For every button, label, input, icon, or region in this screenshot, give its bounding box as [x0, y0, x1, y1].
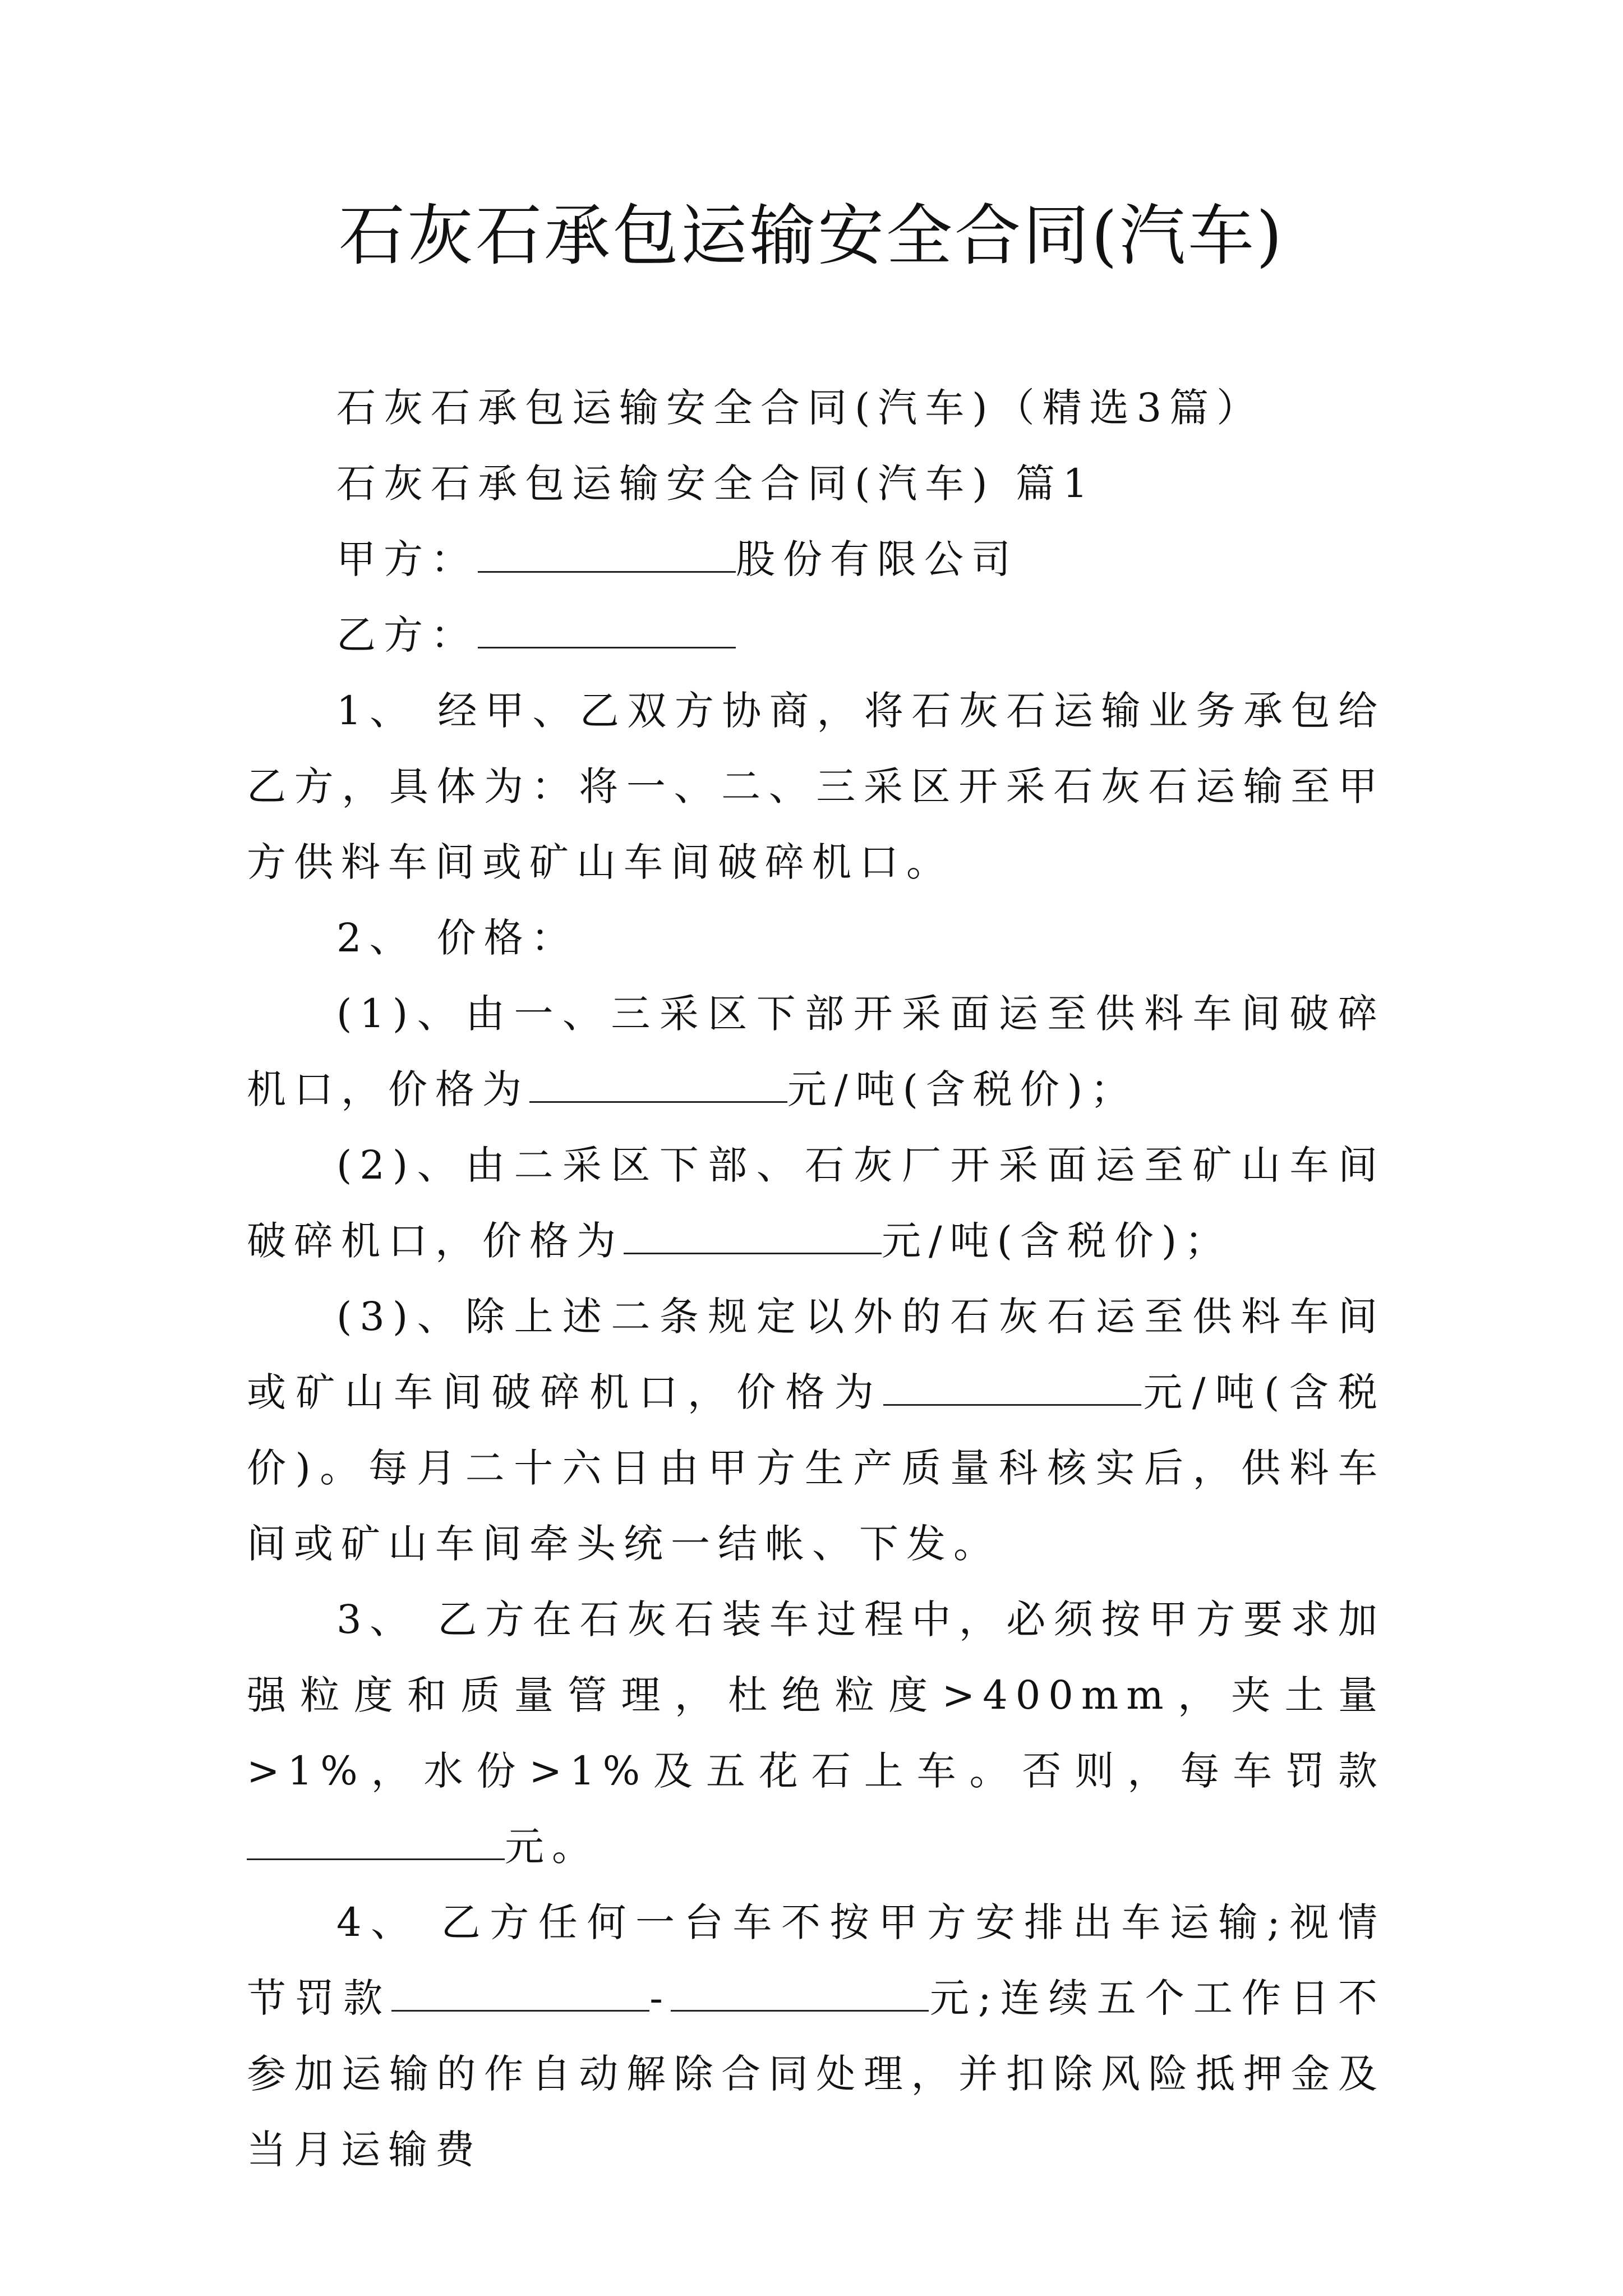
clause-text: 4、 乙方任何一台车不按甲方安排出车运输;视情节罚款	[247, 1899, 1385, 2021]
clause-text: 3、 乙方在石灰石装车过程中，必须按甲方要求加强粒度和质量管理，杜绝粒度>400mm，夹土量>1%，水份>1%及五花石上车。否则，每车罚款	[247, 1596, 1385, 1794]
clause-text: (2)、由二采区下部、石灰厂开采面运至矿山车间破碎机口，价格为	[247, 1142, 1385, 1264]
clause-3	[247, 1582, 1385, 1885]
clause-text: 元/吨(含税价)。每月二十六日由甲方生产质量科核实后，供料车间或矿山车间牵头统一结帐、下发。	[247, 1369, 1385, 1567]
fill-blank	[391, 1975, 649, 2012]
party-a-line	[247, 522, 1385, 597]
party-b-label: 乙方：	[336, 612, 478, 658]
range-dash: -	[649, 1975, 671, 2021]
fill-blank	[883, 1369, 1141, 1406]
document-title: 石灰石承包运输安全合同(汽车)	[338, 197, 1285, 274]
party-a-label: 甲方：	[336, 536, 478, 582]
clause-1: 1、 经甲、乙双方协商，将石灰石运输业务承包给乙方，具体为：将一、二、三采区开采石灰石运输至甲方供料车间或矿山车间破碎机口。	[247, 688, 1385, 885]
section-heading: 石灰石承包运输安全合同(汽车) 篇1	[336, 461, 1096, 507]
party-a-suffix: 股份有限公司	[736, 536, 1018, 582]
clause-text: (1)、由一、三采区下部开采面运至供料车间破碎机口，价格为	[247, 991, 1385, 1112]
clause-2-1	[247, 976, 1385, 1128]
subtitle: 石灰石承包运输安全合同(汽车)（精选3篇）	[336, 385, 1264, 431]
fill-blank	[624, 1218, 882, 1254]
fill-blank	[529, 1066, 787, 1103]
party-b-line	[247, 597, 1385, 673]
document-body	[247, 370, 1385, 2188]
clause-4	[247, 1885, 1385, 2188]
clause-text: 元。	[505, 1824, 599, 1870]
clause-2-3	[247, 1279, 1385, 1582]
fill-blank	[247, 1824, 505, 1860]
clause-text: 元/吨(含税价)；	[882, 1218, 1232, 1264]
fill-blank	[478, 536, 736, 573]
clause-2-2	[247, 1128, 1385, 1279]
fill-blank	[478, 612, 736, 648]
clause-2: 2、 价格：	[336, 915, 578, 961]
clause-text: 元;连续五个工作日不参加运输的作自动解除合同处理，并扣除风险抵押金及当月运输费	[247, 1975, 1386, 2173]
clause-text: (3)、除上述二条规定以外的石灰石运至供料车间或矿山车间破碎机口，价格为	[247, 1294, 1385, 1415]
fill-blank	[671, 1975, 929, 2012]
clause-text: 元/吨(含税价)；	[787, 1066, 1138, 1112]
